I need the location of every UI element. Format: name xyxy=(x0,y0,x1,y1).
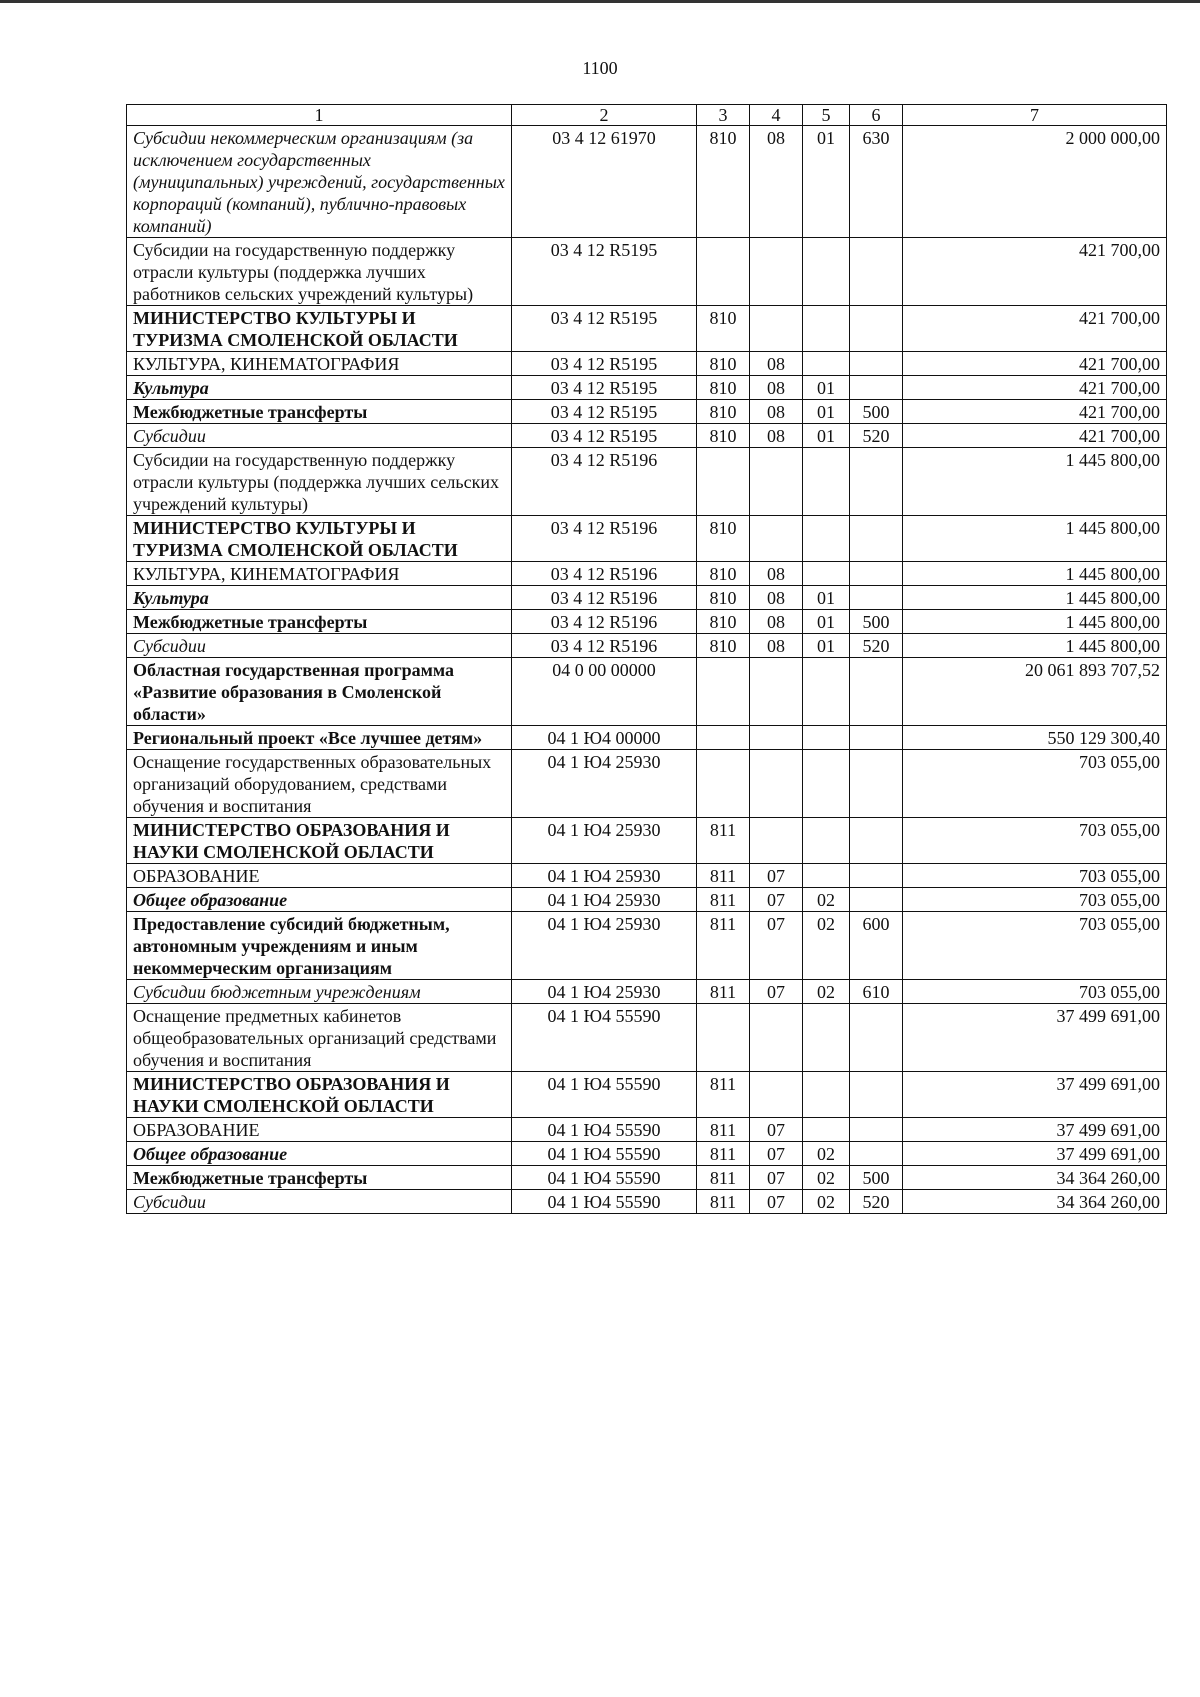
ministry-code-cell: 811 xyxy=(697,1072,750,1118)
header-cell: 4 xyxy=(750,105,803,126)
subsection-code-cell: 02 xyxy=(803,1142,850,1166)
ministry-code-cell xyxy=(697,750,750,818)
amount-cell: 37 499 691,00 xyxy=(903,1142,1167,1166)
table-row xyxy=(127,634,1167,658)
subsection-code-cell: 01 xyxy=(803,376,850,400)
amount-cell: 1 445 800,00 xyxy=(903,610,1167,634)
row-name-cell: Субсидии xyxy=(127,424,512,448)
amount-cell: 1 445 800,00 xyxy=(903,586,1167,610)
subsection-code-cell xyxy=(803,516,850,562)
expense-type-cell xyxy=(850,818,903,864)
section-code-cell: 07 xyxy=(750,1190,803,1214)
table-row xyxy=(127,306,1167,352)
target-code-cell: 03 4 12 R5196 xyxy=(512,610,697,634)
amount-cell: 421 700,00 xyxy=(903,376,1167,400)
subsection-code-cell xyxy=(803,726,850,750)
expense-type-cell xyxy=(850,376,903,400)
section-code-cell xyxy=(750,818,803,864)
ministry-code-cell: 810 xyxy=(697,352,750,376)
target-code-cell: 03 4 12 61970 xyxy=(512,126,697,238)
target-code-cell: 03 4 12 R5196 xyxy=(512,562,697,586)
section-code-cell xyxy=(750,726,803,750)
row-name-cell: Межбюджетные трансферты xyxy=(127,1166,512,1190)
expense-type-cell xyxy=(850,586,903,610)
amount-cell: 703 055,00 xyxy=(903,750,1167,818)
amount-cell: 1 445 800,00 xyxy=(903,634,1167,658)
table-row xyxy=(127,1118,1167,1142)
table-row xyxy=(127,448,1167,516)
table-row xyxy=(127,980,1167,1004)
expense-type-cell xyxy=(850,238,903,306)
subsection-code-cell: 02 xyxy=(803,912,850,980)
subsection-code-cell xyxy=(803,306,850,352)
amount-cell: 34 364 260,00 xyxy=(903,1190,1167,1214)
subsection-code-cell: 01 xyxy=(803,610,850,634)
expense-type-cell xyxy=(850,306,903,352)
row-name-cell: КУЛЬТУРА, КИНЕМАТОГРАФИЯ xyxy=(127,562,512,586)
expense-type-cell: 520 xyxy=(850,424,903,448)
target-code-cell: 04 1 Ю4 25930 xyxy=(512,980,697,1004)
row-name-cell: Оснащение предметных кабинетов общеобразовательных организаций средствами обучения и воспитания xyxy=(127,1004,512,1072)
ministry-code-cell xyxy=(697,726,750,750)
amount-cell: 703 055,00 xyxy=(903,864,1167,888)
section-code-cell xyxy=(750,750,803,818)
header-cell: 5 xyxy=(803,105,850,126)
expense-type-cell: 630 xyxy=(850,126,903,238)
subsection-code-cell: 02 xyxy=(803,1166,850,1190)
section-code-cell: 07 xyxy=(750,912,803,980)
section-code-cell: 07 xyxy=(750,1166,803,1190)
target-code-cell: 04 1 Ю4 25930 xyxy=(512,888,697,912)
target-code-cell: 04 1 Ю4 25930 xyxy=(512,750,697,818)
amount-cell: 34 364 260,00 xyxy=(903,1166,1167,1190)
ministry-code-cell: 810 xyxy=(697,516,750,562)
section-code-cell: 07 xyxy=(750,980,803,1004)
table-row xyxy=(127,1004,1167,1072)
subsection-code-cell: 02 xyxy=(803,1190,850,1214)
section-code-cell: 07 xyxy=(750,888,803,912)
subsection-code-cell: 02 xyxy=(803,980,850,1004)
expense-type-cell: 500 xyxy=(850,1166,903,1190)
table-body xyxy=(127,126,1167,1214)
section-code-cell: 07 xyxy=(750,864,803,888)
table-row xyxy=(127,864,1167,888)
amount-cell: 20 061 893 707,52 xyxy=(903,658,1167,726)
section-code-cell: 08 xyxy=(750,424,803,448)
target-code-cell: 04 1 Ю4 55590 xyxy=(512,1166,697,1190)
section-code-cell xyxy=(750,448,803,516)
expense-type-cell xyxy=(850,448,903,516)
target-code-cell: 04 0 00 00000 xyxy=(512,658,697,726)
section-code-cell xyxy=(750,658,803,726)
table-row xyxy=(127,562,1167,586)
row-name-cell: Межбюджетные трансферты xyxy=(127,400,512,424)
table-header-row xyxy=(127,105,1167,126)
amount-cell: 421 700,00 xyxy=(903,306,1167,352)
subsection-code-cell xyxy=(803,1072,850,1118)
target-code-cell: 04 1 Ю4 25930 xyxy=(512,864,697,888)
expense-type-cell: 500 xyxy=(850,610,903,634)
target-code-cell: 03 4 12 R5195 xyxy=(512,352,697,376)
target-code-cell: 04 1 Ю4 00000 xyxy=(512,726,697,750)
ministry-code-cell: 810 xyxy=(697,562,750,586)
row-name-cell: Межбюджетные трансферты xyxy=(127,610,512,634)
ministry-code-cell: 811 xyxy=(697,1142,750,1166)
expense-type-cell xyxy=(850,888,903,912)
ministry-code-cell: 810 xyxy=(697,376,750,400)
row-name-cell: ОБРАЗОВАНИЕ xyxy=(127,1118,512,1142)
section-code-cell: 07 xyxy=(750,1118,803,1142)
table-row xyxy=(127,888,1167,912)
row-name-cell: Субсидии некоммерческим организациям (за исключением государственных (муниципальных) учреждений, государственных корпораций (компаний), публично-правовых компаний) xyxy=(127,126,512,238)
target-code-cell: 04 1 Ю4 55590 xyxy=(512,1118,697,1142)
row-name-cell: Предоставление субсидий бюджетным, автономным учреждениям и иным некоммерческим организациям xyxy=(127,912,512,980)
section-code-cell: 08 xyxy=(750,126,803,238)
amount-cell: 37 499 691,00 xyxy=(903,1004,1167,1072)
table-row xyxy=(127,912,1167,980)
expense-type-cell xyxy=(850,864,903,888)
table-row xyxy=(127,352,1167,376)
ministry-code-cell: 811 xyxy=(697,818,750,864)
table-row xyxy=(127,516,1167,562)
section-code-cell: 08 xyxy=(750,400,803,424)
amount-cell: 2 000 000,00 xyxy=(903,126,1167,238)
subsection-code-cell: 01 xyxy=(803,586,850,610)
header-cell: 6 xyxy=(850,105,903,126)
target-code-cell: 03 4 12 R5195 xyxy=(512,306,697,352)
subsection-code-cell: 01 xyxy=(803,634,850,658)
section-code-cell: 08 xyxy=(750,352,803,376)
section-code-cell xyxy=(750,1004,803,1072)
table-row xyxy=(127,126,1167,238)
amount-cell: 703 055,00 xyxy=(903,818,1167,864)
ministry-code-cell xyxy=(697,448,750,516)
ministry-code-cell xyxy=(697,658,750,726)
subsection-code-cell: 01 xyxy=(803,424,850,448)
budget-table xyxy=(126,104,1167,1214)
section-code-cell xyxy=(750,306,803,352)
section-code-cell: 08 xyxy=(750,586,803,610)
section-code-cell xyxy=(750,516,803,562)
subsection-code-cell xyxy=(803,864,850,888)
expense-type-cell xyxy=(850,1004,903,1072)
table-row xyxy=(127,586,1167,610)
amount-cell: 703 055,00 xyxy=(903,980,1167,1004)
ministry-code-cell: 810 xyxy=(697,610,750,634)
amount-cell: 421 700,00 xyxy=(903,238,1167,306)
section-code-cell xyxy=(750,238,803,306)
table-row xyxy=(127,818,1167,864)
amount-cell: 37 499 691,00 xyxy=(903,1118,1167,1142)
table-row xyxy=(127,400,1167,424)
ministry-code-cell xyxy=(697,238,750,306)
subsection-code-cell: 01 xyxy=(803,126,850,238)
ministry-code-cell: 810 xyxy=(697,400,750,424)
ministry-code-cell: 811 xyxy=(697,888,750,912)
target-code-cell: 03 4 12 R5196 xyxy=(512,448,697,516)
target-code-cell: 04 1 Ю4 55590 xyxy=(512,1142,697,1166)
ministry-code-cell xyxy=(697,1004,750,1072)
row-name-cell: Субсидии на государственную поддержку отрасли культуры (поддержка лучших сельских учреждений культуры) xyxy=(127,448,512,516)
header-cell: 1 xyxy=(127,105,512,126)
page-number: 1100 xyxy=(582,58,618,78)
target-code-cell: 04 1 Ю4 25930 xyxy=(512,818,697,864)
row-name-cell: ОБРАЗОВАНИЕ xyxy=(127,864,512,888)
ministry-code-cell: 811 xyxy=(697,864,750,888)
target-code-cell: 03 4 12 R5196 xyxy=(512,516,697,562)
subsection-code-cell xyxy=(803,238,850,306)
section-code-cell: 07 xyxy=(750,1142,803,1166)
section-code-cell xyxy=(750,1072,803,1118)
table-row xyxy=(127,1166,1167,1190)
subsection-code-cell: 01 xyxy=(803,400,850,424)
target-code-cell: 03 4 12 R5196 xyxy=(512,634,697,658)
amount-cell: 703 055,00 xyxy=(903,912,1167,980)
amount-cell: 37 499 691,00 xyxy=(903,1072,1167,1118)
row-name-cell: МИНИСТЕРСТВО ОБРАЗОВАНИЯ И НАУКИ СМОЛЕНСКОЙ ОБЛАСТИ xyxy=(127,818,512,864)
row-name-cell: Оснащение государственных образовательных организаций оборудованием, средствами обучения и воспитания xyxy=(127,750,512,818)
target-code-cell: 03 4 12 R5195 xyxy=(512,400,697,424)
expense-type-cell xyxy=(850,562,903,586)
expense-type-cell xyxy=(850,352,903,376)
amount-cell: 1 445 800,00 xyxy=(903,562,1167,586)
row-name-cell: МИНИСТЕРСТВО КУЛЬТУРЫ И ТУРИЗМА СМОЛЕНСКОЙ ОБЛАСТИ xyxy=(127,306,512,352)
table-row xyxy=(127,1142,1167,1166)
row-name-cell: МИНИСТЕРСТВО КУЛЬТУРЫ И ТУРИЗМА СМОЛЕНСКОЙ ОБЛАСТИ xyxy=(127,516,512,562)
subsection-code-cell xyxy=(803,818,850,864)
ministry-code-cell: 810 xyxy=(697,634,750,658)
row-name-cell: Субсидии xyxy=(127,1190,512,1214)
target-code-cell: 04 1 Ю4 55590 xyxy=(512,1072,697,1118)
row-name-cell: Общее образование xyxy=(127,1142,512,1166)
table-row xyxy=(127,424,1167,448)
row-name-cell: КУЛЬТУРА, КИНЕМАТОГРАФИЯ xyxy=(127,352,512,376)
expense-type-cell: 520 xyxy=(850,1190,903,1214)
target-code-cell: 04 1 Ю4 55590 xyxy=(512,1004,697,1072)
row-name-cell: Субсидии xyxy=(127,634,512,658)
target-code-cell: 03 4 12 R5195 xyxy=(512,238,697,306)
ministry-code-cell: 810 xyxy=(697,306,750,352)
row-name-cell: МИНИСТЕРСТВО ОБРАЗОВАНИЯ И НАУКИ СМОЛЕНСКОЙ ОБЛАСТИ xyxy=(127,1072,512,1118)
amount-cell: 421 700,00 xyxy=(903,400,1167,424)
target-code-cell: 04 1 Ю4 25930 xyxy=(512,912,697,980)
amount-cell: 1 445 800,00 xyxy=(903,516,1167,562)
expense-type-cell xyxy=(850,658,903,726)
row-name-cell: Субсидии на государственную поддержку отрасли культуры (поддержка лучших работников сельских учреждений культуры) xyxy=(127,238,512,306)
top-border-line xyxy=(0,0,1200,3)
header-cell: 3 xyxy=(697,105,750,126)
header-cell: 2 xyxy=(512,105,697,126)
expense-type-cell: 520 xyxy=(850,634,903,658)
expense-type-cell xyxy=(850,750,903,818)
table-row xyxy=(127,610,1167,634)
ministry-code-cell: 811 xyxy=(697,1118,750,1142)
subsection-code-cell xyxy=(803,352,850,376)
subsection-code-cell xyxy=(803,562,850,586)
subsection-code-cell xyxy=(803,448,850,516)
expense-type-cell xyxy=(850,1142,903,1166)
ministry-code-cell: 810 xyxy=(697,586,750,610)
row-name-cell: Культура xyxy=(127,376,512,400)
table-row xyxy=(127,750,1167,818)
table-row xyxy=(127,1190,1167,1214)
target-code-cell: 03 4 12 R5196 xyxy=(512,586,697,610)
ministry-code-cell: 811 xyxy=(697,912,750,980)
expense-type-cell xyxy=(850,1072,903,1118)
ministry-code-cell: 810 xyxy=(697,424,750,448)
target-code-cell: 04 1 Ю4 55590 xyxy=(512,1190,697,1214)
ministry-code-cell: 810 xyxy=(697,126,750,238)
expense-type-cell: 500 xyxy=(850,400,903,424)
expense-type-cell xyxy=(850,1118,903,1142)
table-row xyxy=(127,1072,1167,1118)
amount-cell: 421 700,00 xyxy=(903,352,1167,376)
expense-type-cell: 610 xyxy=(850,980,903,1004)
table-row xyxy=(127,376,1167,400)
subsection-code-cell xyxy=(803,1004,850,1072)
section-code-cell: 08 xyxy=(750,562,803,586)
amount-cell: 421 700,00 xyxy=(903,424,1167,448)
subsection-code-cell xyxy=(803,1118,850,1142)
header-cell: 7 xyxy=(903,105,1167,126)
amount-cell: 550 129 300,40 xyxy=(903,726,1167,750)
target-code-cell: 03 4 12 R5195 xyxy=(512,376,697,400)
ministry-code-cell: 811 xyxy=(697,1190,750,1214)
row-name-cell: Культура xyxy=(127,586,512,610)
section-code-cell: 08 xyxy=(750,376,803,400)
table-row xyxy=(127,726,1167,750)
section-code-cell: 08 xyxy=(750,610,803,634)
ministry-code-cell: 811 xyxy=(697,980,750,1004)
expense-type-cell xyxy=(850,726,903,750)
expense-type-cell xyxy=(850,516,903,562)
table-row xyxy=(127,658,1167,726)
row-name-cell: Региональный проект «Все лучшее детям» xyxy=(127,726,512,750)
table-row xyxy=(127,238,1167,306)
amount-cell: 703 055,00 xyxy=(903,888,1167,912)
row-name-cell: Общее образование xyxy=(127,888,512,912)
subsection-code-cell xyxy=(803,658,850,726)
expense-type-cell: 600 xyxy=(850,912,903,980)
row-name-cell: Областная государственная программа «Развитие образования в Смоленской области» xyxy=(127,658,512,726)
target-code-cell: 03 4 12 R5195 xyxy=(512,424,697,448)
ministry-code-cell: 811 xyxy=(697,1166,750,1190)
section-code-cell: 08 xyxy=(750,634,803,658)
subsection-code-cell xyxy=(803,750,850,818)
subsection-code-cell: 02 xyxy=(803,888,850,912)
row-name-cell: Субсидии бюджетным учреждениям xyxy=(127,980,512,1004)
amount-cell: 1 445 800,00 xyxy=(903,448,1167,516)
